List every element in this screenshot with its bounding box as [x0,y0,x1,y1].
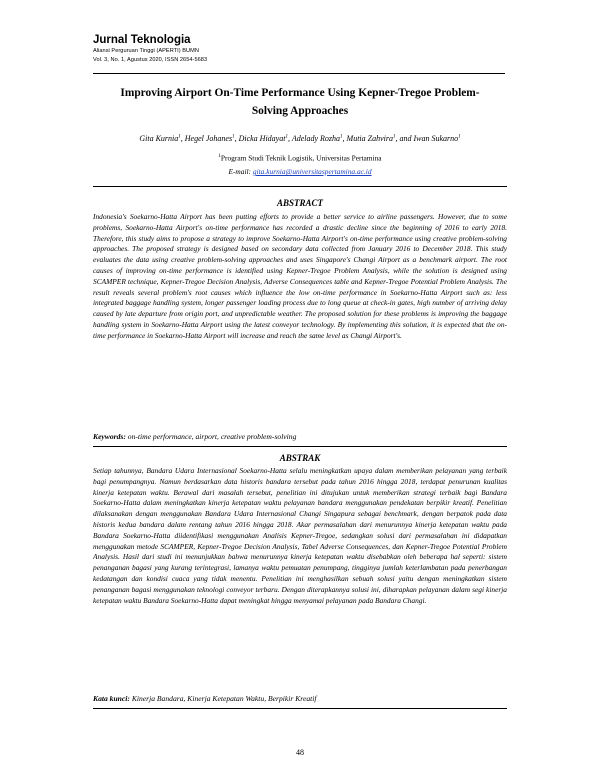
abstract-keywords: Keywords: on-time performance, airport, creative problem-solving [93,432,297,441]
journal-volume: Vol. 3, No. 1, Agustus 2020, ISSN 2654-5683 [93,57,208,63]
journal-header [93,33,513,65]
email-line [93,166,507,178]
author: Dicka Hidayat$^1$, [238,133,292,143]
journal-name: Jurnal Teknologia [93,34,191,46]
abstract-text: Indonesia's Soekarno-Hatta Airport has been putting efforts to provide a better service to airline passengers. However, due to some problems, Soekarno-Hatta Airport's on-time performance has recorded a drastic decline since the beginning of 2016 to early 2018. Therefore, this study aims to propose a strategy to improve Soekarno-Hatta Airport's on-time performance using creative problem-solving approaches. The proposed strategy is designed based on secondary data collected from January 2016 to December 2018. This study evaluates the data using creative problem-solving approaches and uses Singapore's Changi Airport as a benchmark airport. The root causes of improving on-time performance is identified using Kepner-Tregoe Problem Analysis, while the solution is designed using SCAMPER technique, Kepner-Tregoe Decision Analysis, Adverse Consequences table and Kepner-Tregoe Potential Problem Analysis. The result reveals several problem's root causes which influence the low on-time performance in Soekarno-Hatta Airport such as: less integrated baggage handling system, longer passenger loading process due to long queue at check-in gates, high number of arriving delay caused by late departure from origin port, and unpredictable weather. The proposed solution for these problems is improving the baggage handling system in Soekarno-Hatta Airport using the latest conveyor technology. By implementing this solution, it is expected that the on-time performance in Soekarno-Hatta Airport will increase and reach the same level as Changi Airport's. [93,212,507,340]
header-divider [93,73,505,74]
author: Adelady Rozha$^1$, [291,133,347,143]
abstract-heading: ABSTRACT [276,198,323,208]
keywords-divider [93,446,507,447]
paper-title-line-1: Improving Airport On-Time Performance Using Kepner-Tregoe Problem- [120,87,480,99]
kata-kunci-divider [93,708,507,709]
email-label: E-mail: [228,167,253,176]
abstrak-heading: ABSTRAK [279,453,321,463]
author: Iwan Sukarno$^1$ [413,133,461,143]
author: Gita Kurnia$^1$, [139,133,185,143]
journal-publisher: Aliansi Perguruan Tinggi (APERTI) BUMN [93,48,199,54]
page-number: 48 [296,748,304,757]
abstrak-text: Setiap tahunnya, Bandara Udara Internasional Soekarno-Hatta selalu meningkatkan upaya dalam memberikan pelayanan yang terbaik bagi penumpangnya. Namun berdasarkan data historis bandara tersebut pada tahun 2016 hingga 2018, terdapat penurunan kualitas kinerja ketepatan waktu. Berawal dari masalah tersebut, penelitian ini ditujukan untuk memberikan strategi terbaik bagi Bandara Soekarno-Hatta dalam meningkatkan kinerja ketepatan waktu pelayanan bandara menggunakan pendekatan berpikir kreatif. Penelitian dilaksanakan dengan menggunakan Bandara Udara Internasional Changi Singapura sebagai benchmark, dengan berpatok pada data historis kedua bandara dalam rentang tahun 2016 hingga 2018. Akar permasalahan dari menurunnya kinerja ketepatan waktu pada Bandara Soekarno-Hatta diidentifikasi menggunakan Analisis Kepner-Tregoe, sedangkan solusi dari permasalahan ini didapatkan menggunakan metode SCAMPER, Kepner-Tregoe Decision Analysis, Tabel Adverse Consequences, dan Kepner-Tregoe Potential Problem Analysis. Hasil dari studi ini menunjukkan bahwa menurunnya kinerja ketepatan waktu disebabkan oleh beberapa hal seperti: sistem penanganan bagasi yang kurang terintegrasi, lamanya waktu pemuatan penumpang, tingginya jumlah keterlambatan pada penerbangan kedatangan dan kondisi cuaca yang tidak menentu. Penelitian ini menghasilkan sebuah solusi yaitu dengan meningkatkan sistem penanganan bagasi menggunakan teknologi conveyor terbaru. Dengan diterapkannya solusi ini, diharapkan pelayanan dalam segi kinerja ketepatan waktu Bandara Soekarno-Hatta dapat meningkat hingga menyamai pelayanan pada Bandara Changi. [93,466,507,605]
title-divider [93,186,507,187]
affiliation: $^1$Program Studi Teknik Logistik, Universitas Pertamina [218,153,382,163]
author-list [93,131,507,145]
author: Hegel Johanes$^1$, [184,133,239,143]
paper-title-line-2: Solving Approaches [251,105,349,117]
paper-title [93,84,507,120]
email-link[interactable]: gita.kurnia@universitaspertamina.ac.id [252,167,372,176]
author: Mutia Zahvira$^1$, and [346,133,414,143]
abstrak-keywords: Kata kunci: Kinerja Bandara, Kinerja Ketepatan Waktu, Berpikir Kreatif [93,694,317,703]
